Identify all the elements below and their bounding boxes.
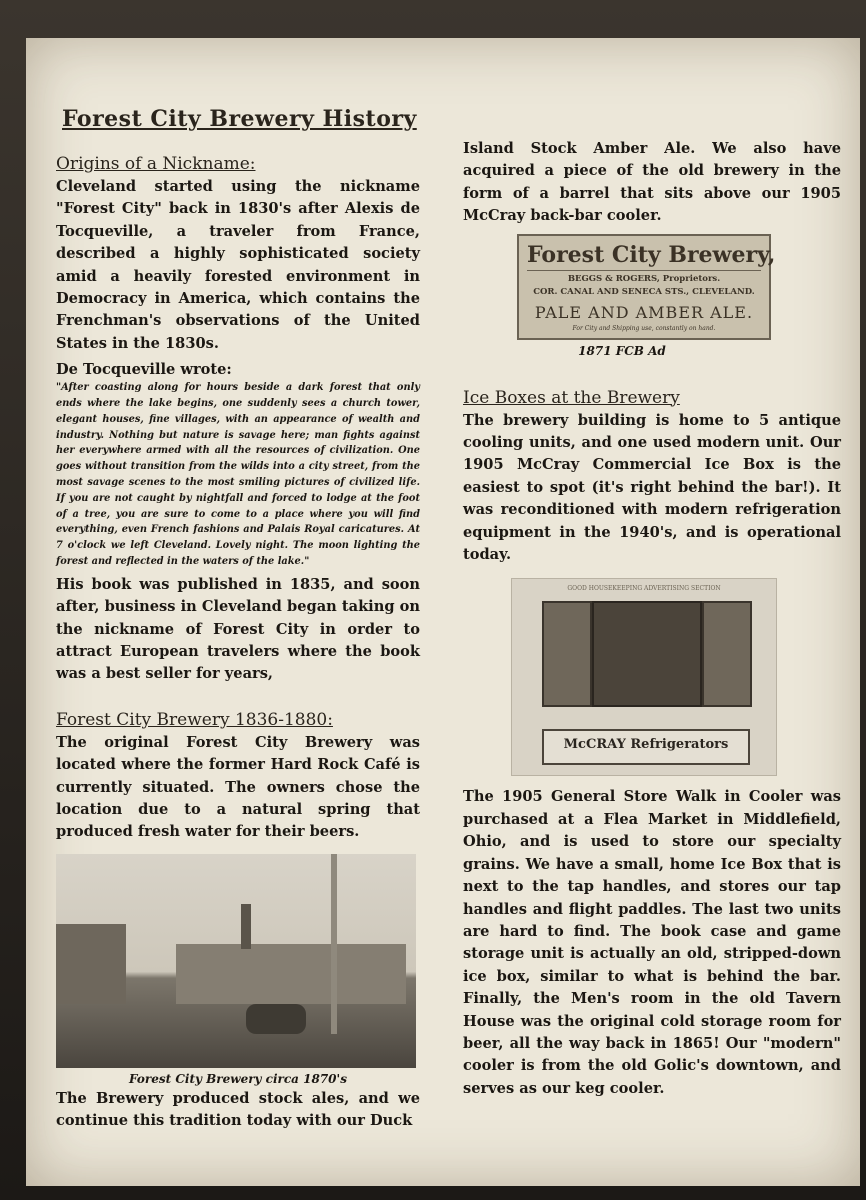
store-paragraph: The 1905 General Store Walk in Cooler was purchased at a Flea Market in Middlefield, Ohio, and is used to store our specialty grains. We have a small, home Ice Box that is next to the tap handles, and stores our tap handles and flight paddles. The last two units are hard to find. The book case and game storage unit is actually an old, stripped-down ice box, similar to what is behind the bar. Finally, the Men's room in the old Tavern House was the original cold storage room for beer, all the way back in 1865! Our "modern" cooler is from the old Golic's downtown, and serves as our keg cooler.: [463, 788, 841, 1097]
continued-paragraph: Island Stock Amber Ale. We also have acquired a piece of the old brewery in the form of a barrel that sits above our 1905 McCray back-bar cooler.: [463, 140, 841, 225]
brewery-paragraph: The original Forest City Brewery was located where the former Hard Rock Café is currently situated. The owners chose the location due to a natural spring that produced fresh water for their beers.: [56, 733, 420, 841]
brewery-photo: [56, 854, 416, 1068]
mccray-label: McCRAY Refrigerators: [542, 729, 750, 765]
book-paragraph: His book was published in 1835, and soon after, business in Cleveland began taking on the nickname of Forest City in order to attract European travelers where the book was a best seller for years,: [56, 575, 420, 683]
left-column: [56, 106, 420, 1133]
brewery-heading: Forest City Brewery 1836-1880:: [56, 709, 333, 730]
ad-caption: 1871 FCB Ad: [578, 343, 666, 358]
page-title: Forest City Brewery History: [62, 106, 417, 132]
origins-heading: Origins of a Nickname:: [56, 154, 256, 174]
brewery-ad: [517, 234, 776, 340]
ice-heading: Ice Boxes at the Brewery: [463, 387, 680, 408]
ad-brand: Forest City Brewery,: [527, 242, 761, 271]
ice-paragraph: The brewery building is home to 5 antique cooling units, and one used modern unit. Our 1905 McCray Commercial Ice Box is the easiest to spot (it's right behind the bar!). It was reconditioned with modern refrigeration equipment in the 1940's, and is operational today.: [463, 411, 841, 564]
mccray-ad-image: [511, 578, 777, 776]
ad-address: COR. CANAL AND SENECA STS., CLEVELAND.: [533, 286, 755, 297]
origins-paragraph: Cleveland started using the nickname "Forest City" back in 1830's after Alexis de Tocqueville, a traveler from France, described a highly sophisticated society amid a heavily forested environment in Democracy in America, which contains the Frenchman's observations of the United States in the 1830s.: [56, 178, 420, 352]
photo-caption: Forest City Brewery circa 1870's: [129, 1071, 347, 1086]
ad-note: For City and Shipping use, constantly on hand.: [572, 324, 716, 332]
wrote-label: De Tocqueville wrote:: [56, 361, 232, 379]
tocqueville-quote: "After coasting along for hours beside a dark forest that only ends where the lake begins, one suddenly sees a church tower, elegant houses, fine villages, with an appearance of wealth and industry. Nothing but nature is savage here; man fights against her everywhere armed with all the resources of civilization. One goes without transition from the wilds into a city street, from the most savage scenes to the most smiling pictures of civilized life. If you are not caught by nightfall and forced to lodge at the foot of a tree, you are sure to come to a place where you will find everything, even French fashions and Palais Royal caricatures. At 7 o'clock we left Cleveland. Lovely night. The moon lighting the forest and reflected in the waters of the lake.": [56, 382, 420, 568]
ad-ales: PALE AND AMBER ALE.: [534, 302, 754, 322]
right-column: [463, 138, 841, 1100]
mccray-header: GOOD HOUSEKEEPING ADVERTISING SECTION: [567, 585, 721, 593]
ales-paragraph: The Brewery produced stock ales, and we continue this tradition today with our Duck: [56, 1089, 420, 1130]
ad-owners: BEGGS & ROGERS, Proprietors.: [567, 273, 721, 284]
